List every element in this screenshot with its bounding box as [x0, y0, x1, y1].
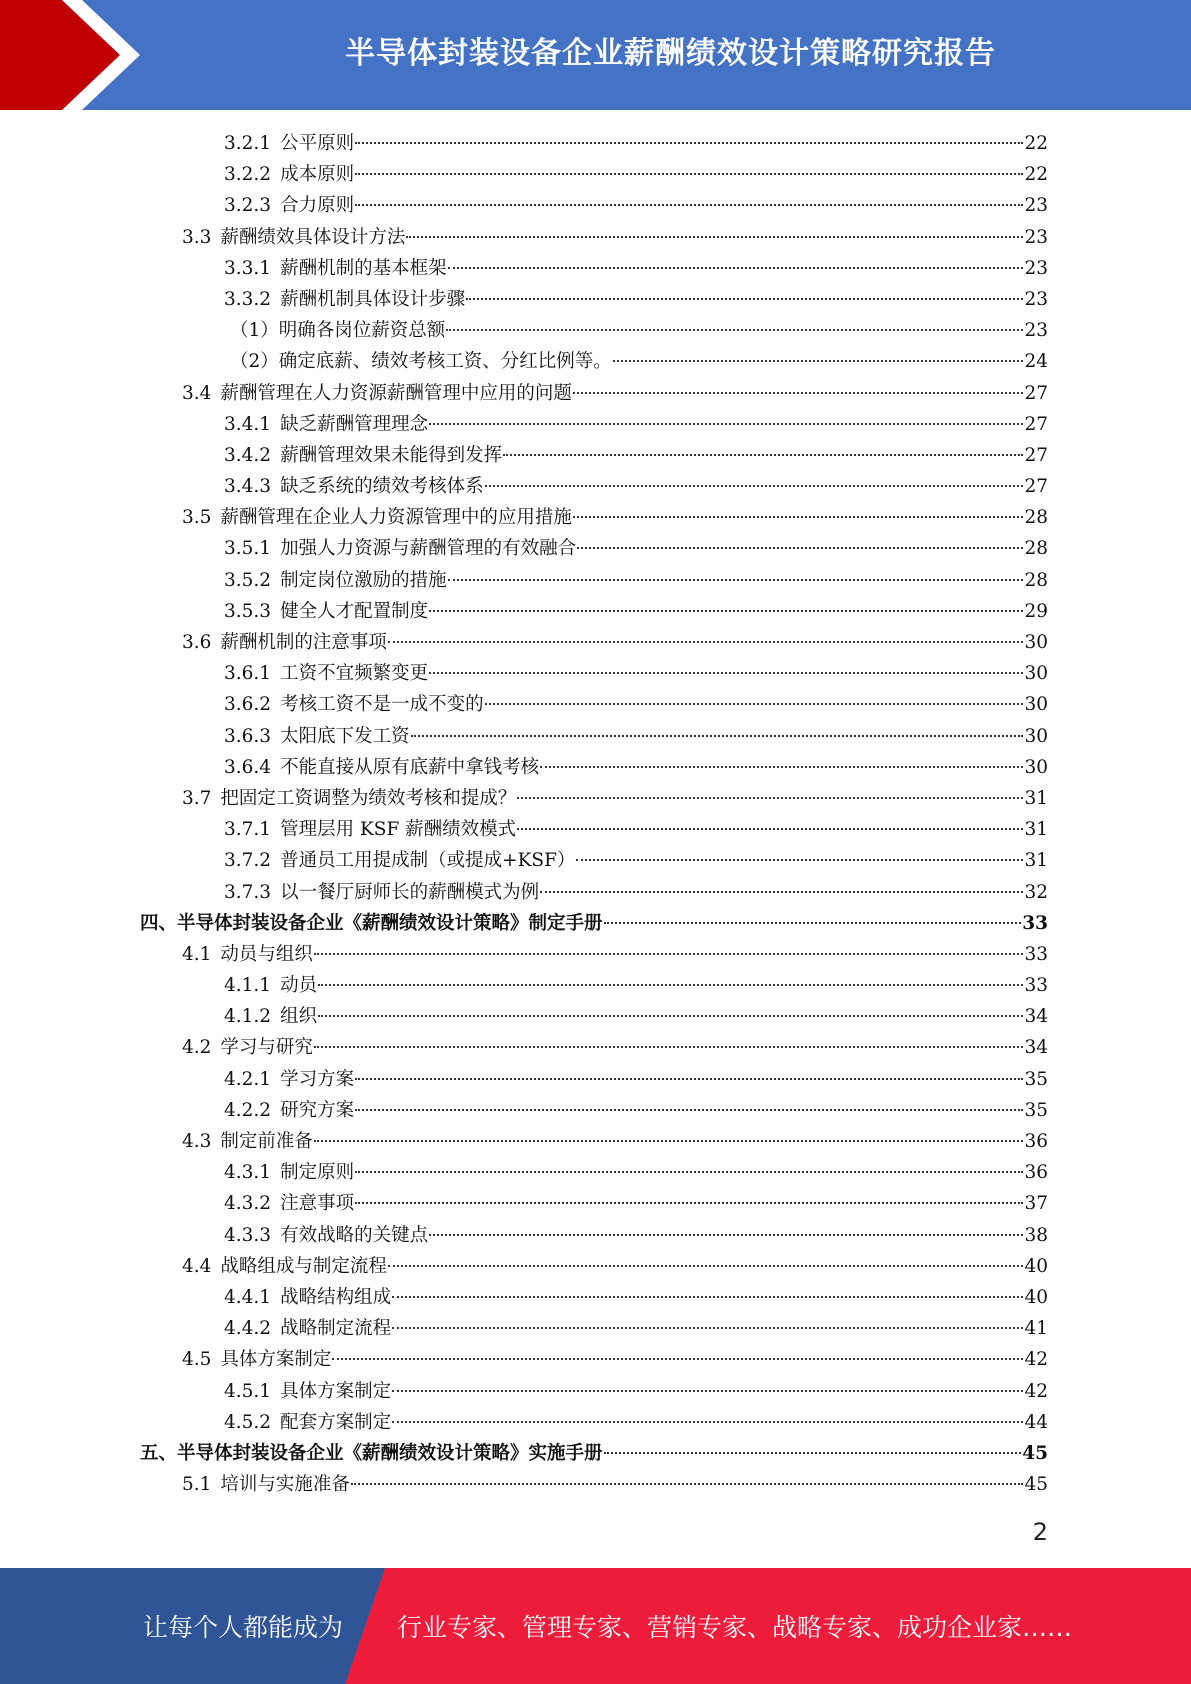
toc-entry-title — [224, 409, 428, 440]
toc-dot-leader — [540, 891, 1023, 893]
toc-entry-number: 4.2.2 — [224, 1099, 272, 1121]
toc-entry-title — [182, 1251, 387, 1282]
toc-entry-text: 成本原则 — [280, 164, 355, 186]
toc-entry-title — [182, 627, 387, 658]
toc-entry[interactable] — [140, 908, 1048, 939]
toc-dot-leader — [392, 1327, 1023, 1329]
toc-entry-page: 27 — [1024, 444, 1048, 466]
toc-entry-text: 薪酬绩效具体设计方法 — [220, 226, 406, 248]
toc-entry-page: 36 — [1024, 1131, 1048, 1152]
toc-entry-page: 23 — [1024, 226, 1048, 248]
toc-entry-title — [230, 346, 612, 377]
toc-entry-text: 学习方案 — [280, 1068, 355, 1090]
toc-entry-number: 3.6 — [182, 632, 212, 653]
toc-entry-text: 太阳底下发工资 — [280, 725, 410, 747]
toc-dot-leader — [388, 1265, 1024, 1267]
toc-entry[interactable] — [140, 409, 1048, 440]
toc-entry[interactable] — [140, 159, 1048, 190]
toc-entry[interactable] — [140, 970, 1048, 1001]
toc-entry[interactable] — [140, 378, 1048, 409]
toc-entry-title — [224, 1064, 354, 1095]
toc-entry-number: 3.2.1 — [224, 133, 272, 154]
toc-entry-page: 23 — [1024, 288, 1048, 310]
toc-entry-number: 3.6.1 — [224, 663, 272, 685]
toc-entry[interactable] — [140, 440, 1048, 471]
toc-entry-page: 45 — [1024, 1474, 1048, 1496]
toc-entry-page: 31 — [1024, 850, 1048, 872]
toc-entry-number: 4.3.1 — [224, 1162, 272, 1184]
toc-entry-page: 31 — [1024, 787, 1048, 809]
toc-entry[interactable] — [140, 315, 1048, 346]
toc-entry-title — [182, 1344, 331, 1375]
toc-entry-number: 4.5.2 — [224, 1411, 272, 1433]
toc-entry[interactable] — [140, 346, 1048, 377]
toc-entry-text: 制定岗位激励的措施 — [280, 569, 447, 591]
toc-entry-title — [224, 440, 502, 471]
toc-entry-page: 30 — [1024, 663, 1048, 685]
toc-entry-number: 3.2.2 — [224, 164, 272, 186]
toc-entry-title — [224, 1220, 428, 1251]
toc-entry-page: 30 — [1024, 694, 1048, 716]
toc-entry-text: 加强人力资源与薪酬管理的有效融合 — [280, 538, 577, 560]
toc-dot-leader — [429, 610, 1023, 612]
toc-entry-number: 4.5 — [182, 1349, 212, 1371]
toc-entry-text: 管理层用 KSF 薪酬绩效模式 — [280, 819, 517, 841]
toc-entry[interactable] — [140, 1469, 1048, 1500]
toc-dot-leader — [466, 298, 1023, 300]
toc-dot-leader — [485, 485, 1024, 487]
toc-entry-title — [182, 222, 405, 253]
toc-dot-leader — [604, 1452, 1022, 1454]
toc-entry-text: 缺乏薪酬管理理念 — [280, 413, 429, 435]
toc-entry-text: 把固定工资调整为绩效考核和提成？ — [220, 787, 517, 809]
toc-entry[interactable] — [140, 877, 1048, 908]
toc-entry-page: 28 — [1024, 538, 1048, 560]
toc-entry-number: 3.4.1 — [224, 413, 272, 435]
toc-dot-leader — [448, 267, 1024, 269]
page-footer — [0, 1568, 1191, 1684]
toc-entry-text: 动员 — [280, 975, 318, 997]
toc-entry-title — [224, 1313, 391, 1344]
toc-entry-title — [224, 1001, 317, 1032]
toc-entry-title — [224, 128, 354, 159]
toc-entry-text: 组织 — [280, 1006, 318, 1028]
toc-entry[interactable] — [140, 1126, 1048, 1157]
toc-entry-text: 注意事项 — [280, 1193, 355, 1215]
toc-entry-title — [224, 159, 354, 190]
toc-entry-number: 3.3.2 — [224, 288, 272, 310]
toc-entry-number: 3.5.3 — [224, 600, 272, 622]
toc-entry-title — [224, 565, 447, 596]
toc-entry-page: 37 — [1024, 1193, 1048, 1215]
toc-entry-text: 研究方案 — [280, 1099, 355, 1121]
toc-entry[interactable] — [140, 596, 1048, 627]
toc-entry[interactable] — [140, 253, 1048, 284]
toc-entry-title — [224, 1095, 354, 1126]
toc-entry-number: 3.3 — [182, 226, 212, 248]
toc-entry[interactable] — [140, 939, 1048, 970]
toc-entry-page: 35 — [1024, 1099, 1048, 1121]
toc-entry-page: 40 — [1024, 1286, 1048, 1308]
toc-entry[interactable] — [140, 128, 1048, 159]
toc-entry-page: 22 — [1024, 164, 1048, 186]
toc-dot-leader — [485, 703, 1024, 705]
toc-entry-page: 44 — [1024, 1411, 1048, 1433]
toc-entry-page: 30 — [1024, 632, 1048, 653]
toc-entry-page: 33 — [1024, 943, 1048, 965]
toc-entry-text: 薪酬机制的注意事项 — [220, 632, 387, 653]
toc-entry-page: 35 — [1024, 1068, 1048, 1090]
footer-slogan-left: 让每个人都能成为 — [143, 1613, 344, 1642]
toc-entry-page: 27 — [1024, 382, 1048, 404]
toc-entry[interactable] — [140, 1188, 1048, 1219]
toc-dot-leader — [355, 1109, 1023, 1111]
toc-entry-title — [224, 1407, 391, 1438]
toc-entry-page: 22 — [1024, 133, 1048, 154]
toc-dot-leader — [314, 1140, 1024, 1142]
toc-entry-number: 4.1 — [182, 943, 212, 965]
toc-entry[interactable] — [140, 783, 1048, 814]
toc-entry-title — [182, 1469, 350, 1500]
toc-entry-number: 4.2 — [182, 1037, 212, 1059]
toc-entry-text: 薪酬机制的基本框架 — [280, 257, 447, 279]
toc-entry-text: 薪酬管理在人力资源薪酬管理中应用的问题 — [220, 382, 572, 404]
toc-entry-title — [182, 783, 516, 814]
toc-entry-text: 配套方案制定 — [280, 1411, 392, 1433]
toc-entry[interactable] — [140, 502, 1048, 533]
toc-entry-page: 34 — [1024, 1006, 1048, 1028]
toc-entry-number: 5.1 — [182, 1474, 212, 1496]
toc-entry-page: 28 — [1024, 507, 1048, 529]
toc-entry-title — [224, 1376, 391, 1407]
toc-entry-text: 制定前准备 — [220, 1131, 313, 1152]
toc-entry-text: 薪酬管理在企业人力资源管理中的应用措施 — [220, 507, 572, 529]
toc-entry[interactable] — [140, 845, 1048, 876]
toc-dot-leader — [429, 1234, 1023, 1236]
toc-entry-text: 战略组成与制定流程 — [220, 1255, 387, 1277]
toc-entry-title — [224, 814, 516, 845]
toc-entry-text: 五、半导体封装设备企业《薪酬绩效设计策略》实施手册 — [140, 1442, 603, 1464]
toc-entry[interactable] — [140, 627, 1048, 658]
toc-entry-text: 制定原则 — [280, 1162, 355, 1184]
toc-dot-leader — [318, 984, 1023, 986]
toc-entry-number: 3.5 — [182, 507, 212, 529]
toc-entry-text: 考核工资不是一成不变的 — [280, 694, 484, 716]
toc-entry-page: 29 — [1024, 600, 1048, 622]
toc-entry-title — [182, 1032, 313, 1063]
toc-entry-page: 30 — [1024, 725, 1048, 747]
page-number: 2 — [1032, 1518, 1048, 1546]
toc-entry-text: 公平原则 — [280, 133, 355, 154]
toc-entry-text: 有效战略的关键点 — [280, 1224, 429, 1246]
toc-entry-title — [224, 845, 575, 876]
toc-entry-text: 战略制定流程 — [280, 1318, 392, 1340]
toc-entry[interactable] — [140, 222, 1048, 253]
toc-entry-title — [224, 190, 354, 221]
toc-entry-page: 28 — [1024, 569, 1048, 591]
toc-dot-leader — [517, 828, 1023, 830]
toc-entry-page: 23 — [1024, 195, 1048, 217]
toc-entry-number: 3.5.1 — [224, 538, 272, 560]
toc-entry-title — [182, 502, 572, 533]
toc-dot-leader — [392, 1390, 1023, 1392]
toc-entry-title — [182, 378, 572, 409]
toc-entry-title — [230, 315, 445, 346]
footer-slogan-right: 行业专家、管理专家、营销专家、战略专家、成功企业家…… — [397, 1613, 1073, 1642]
toc-entry[interactable] — [140, 1407, 1048, 1438]
toc-dot-leader — [392, 1296, 1023, 1298]
toc-entry-title — [224, 721, 410, 752]
toc-dot-leader — [355, 204, 1023, 206]
toc-entry-text: 培训与实施准备 — [220, 1474, 350, 1496]
toc-entry-text: 健全人才配置制度 — [280, 600, 429, 622]
toc-dot-leader — [318, 1015, 1023, 1017]
toc-entry-number: 3.5.2 — [224, 569, 272, 591]
toc-entry[interactable] — [140, 658, 1048, 689]
toc-dot-leader — [411, 735, 1024, 737]
toc-entry-title — [224, 1188, 354, 1219]
toc-entry-text: 动员与组织 — [220, 943, 313, 965]
toc-entry-page: 40 — [1024, 1255, 1048, 1277]
toc-dot-leader — [576, 859, 1023, 861]
toc-entry-number: 4.3.2 — [224, 1193, 272, 1215]
toc-entry[interactable] — [140, 565, 1048, 596]
toc-dot-leader — [388, 641, 1024, 643]
toc-entry[interactable] — [140, 1344, 1048, 1375]
toc-entry-title — [140, 908, 603, 939]
toc-entry[interactable] — [140, 1157, 1048, 1188]
toc-entry-text: 工资不宜频繁变更 — [280, 663, 429, 685]
toc-entry-number: 4.4.1 — [224, 1286, 272, 1308]
toc-dot-leader — [446, 329, 1023, 331]
toc-entry-title — [224, 1157, 354, 1188]
toc-entry[interactable] — [140, 1313, 1048, 1344]
toc-entry-text: 合力原则 — [280, 195, 355, 217]
toc-entry[interactable] — [140, 1032, 1048, 1063]
toc-entry-title — [224, 596, 428, 627]
toc-entry-number: 4.3 — [182, 1131, 212, 1152]
toc-dot-leader — [355, 173, 1023, 175]
toc-entry-text: 具体方案制定 — [220, 1349, 332, 1371]
toc-entry-number: 3.2.3 — [224, 195, 272, 217]
toc-entry-title — [224, 658, 428, 689]
toc-dot-leader — [448, 579, 1024, 581]
toc-entry-number: 3.4.3 — [224, 476, 272, 498]
toc-dot-leader — [540, 766, 1023, 768]
toc-entry-page: 45 — [1022, 1442, 1048, 1464]
toc-dot-leader — [314, 953, 1024, 955]
toc-entry-title — [224, 970, 317, 1001]
toc-entry-number: 3.6.2 — [224, 694, 272, 716]
toc-entry[interactable] — [140, 814, 1048, 845]
toc-entry[interactable] — [140, 1282, 1048, 1313]
toc-entry-page: 33 — [1022, 912, 1048, 934]
toc-entry-number: 4.4.2 — [224, 1318, 272, 1340]
toc-entry-number: 3.7.3 — [224, 881, 272, 903]
toc-entry-page: 32 — [1024, 881, 1048, 903]
table-of-contents — [140, 128, 1048, 1500]
toc-entry[interactable] — [140, 1438, 1048, 1469]
toc-entry-text: 具体方案制定 — [280, 1380, 392, 1402]
toc-dot-leader — [429, 423, 1023, 425]
toc-dot-leader — [406, 236, 1023, 238]
toc-entry-title — [224, 689, 484, 720]
toc-entry-text: 学习与研究 — [220, 1037, 313, 1059]
page-header — [0, 0, 1191, 110]
toc-entry-title — [224, 1282, 391, 1313]
toc-entry-number: 3.4.2 — [224, 444, 272, 466]
toc-entry-number: 4.1.2 — [224, 1006, 272, 1028]
toc-entry-page: 41 — [1024, 1318, 1048, 1340]
toc-entry-page: 38 — [1024, 1224, 1048, 1246]
toc-dot-leader — [573, 516, 1024, 518]
toc-entry[interactable] — [140, 689, 1048, 720]
toc-entry-number: 3.7.2 — [224, 850, 272, 872]
toc-dot-leader — [429, 672, 1023, 674]
toc-dot-leader — [351, 1483, 1024, 1485]
toc-entry-page: 27 — [1024, 476, 1048, 498]
toc-entry-number: 4.5.1 — [224, 1380, 272, 1402]
toc-entry-page: 23 — [1024, 257, 1048, 279]
toc-entry-title — [224, 533, 576, 564]
toc-entry-number: 3.3.1 — [224, 257, 272, 279]
toc-dot-leader — [355, 1171, 1023, 1173]
toc-dot-leader — [355, 142, 1023, 144]
toc-entry-page: 27 — [1024, 413, 1048, 435]
toc-entry[interactable] — [140, 1376, 1048, 1407]
toc-entry-title — [182, 939, 313, 970]
toc-entry-title — [224, 284, 465, 315]
toc-dot-leader — [604, 922, 1022, 924]
toc-entry-text: 普通员工用提成制（或提成+KSF） — [280, 850, 576, 872]
toc-entry[interactable] — [140, 752, 1048, 783]
toc-entry-text: 不能直接从原有底薪中拿钱考核 — [280, 756, 540, 778]
toc-entry-number: 3.6.3 — [224, 725, 272, 747]
toc-entry[interactable] — [140, 1064, 1048, 1095]
toc-entry-number: 3.7.1 — [224, 819, 272, 841]
toc-entry[interactable] — [140, 471, 1048, 502]
toc-entry-number: 4.4 — [182, 1255, 212, 1277]
toc-entry-text: 薪酬管理效果未能得到发挥 — [280, 444, 503, 466]
toc-entry-number: 3.6.4 — [224, 756, 272, 778]
toc-dot-leader — [517, 797, 1023, 799]
toc-entry-title — [224, 752, 539, 783]
toc-entry-number: 4.3.3 — [224, 1224, 272, 1246]
toc-entry-page: 36 — [1024, 1162, 1048, 1184]
toc-entry-number: 3.7 — [182, 787, 212, 809]
toc-entry-text: 薪酬机制具体设计步骤 — [280, 288, 466, 310]
toc-entry-title — [224, 471, 484, 502]
toc-dot-leader — [613, 360, 1024, 362]
toc-entry-text: 战略结构组成 — [280, 1286, 392, 1308]
toc-entry-text: 四、半导体封装设备企业《薪酬绩效设计策略》制定手册 — [140, 912, 603, 934]
toc-dot-leader — [332, 1358, 1023, 1360]
toc-dot-leader — [392, 1421, 1023, 1423]
toc-entry-number: 3.4 — [182, 382, 212, 404]
toc-dot-leader — [355, 1202, 1023, 1204]
toc-entry-page: 42 — [1024, 1349, 1048, 1371]
toc-dot-leader — [314, 1046, 1024, 1048]
toc-entry-page: 34 — [1024, 1037, 1048, 1059]
toc-entry-title — [224, 877, 539, 908]
toc-entry-text: （1）明确各岗位薪资总额 — [230, 320, 446, 342]
toc-entry[interactable] — [140, 190, 1048, 221]
toc-entry-page: 42 — [1024, 1380, 1048, 1402]
toc-entry-page: 24 — [1024, 351, 1048, 373]
toc-entry[interactable] — [140, 1001, 1048, 1032]
toc-dot-leader — [577, 547, 1023, 549]
toc-entry[interactable] — [140, 1251, 1048, 1282]
toc-entry-text: 以一餐厅厨师长的薪酬模式为例 — [280, 881, 540, 903]
toc-entry[interactable] — [140, 1095, 1048, 1126]
toc-entry-text: （2）确定底薪、绩效考核工资、分红比例等。 — [230, 351, 612, 373]
toc-entry[interactable] — [140, 721, 1048, 752]
toc-entry-page: 31 — [1024, 819, 1048, 841]
toc-entry[interactable] — [140, 533, 1048, 564]
toc-entry-title — [224, 253, 447, 284]
toc-entry-title — [140, 1438, 603, 1469]
toc-entry-number: 4.2.1 — [224, 1068, 272, 1090]
toc-entry-page: 33 — [1024, 975, 1048, 997]
toc-dot-leader — [355, 1078, 1023, 1080]
toc-entry[interactable] — [140, 284, 1048, 315]
toc-entry-text: 缺乏系统的绩效考核体系 — [280, 476, 484, 498]
toc-entry-number: 4.1.1 — [224, 975, 272, 997]
toc-dot-leader — [573, 392, 1024, 394]
toc-entry-title — [182, 1126, 313, 1157]
toc-entry[interactable] — [140, 1220, 1048, 1251]
toc-entry-page: 23 — [1024, 320, 1048, 342]
toc-entry-page: 30 — [1024, 756, 1048, 778]
report-title: 半导体封装设备企业薪酬绩效设计策略研究报告 — [345, 36, 996, 71]
toc-dot-leader — [503, 454, 1023, 456]
